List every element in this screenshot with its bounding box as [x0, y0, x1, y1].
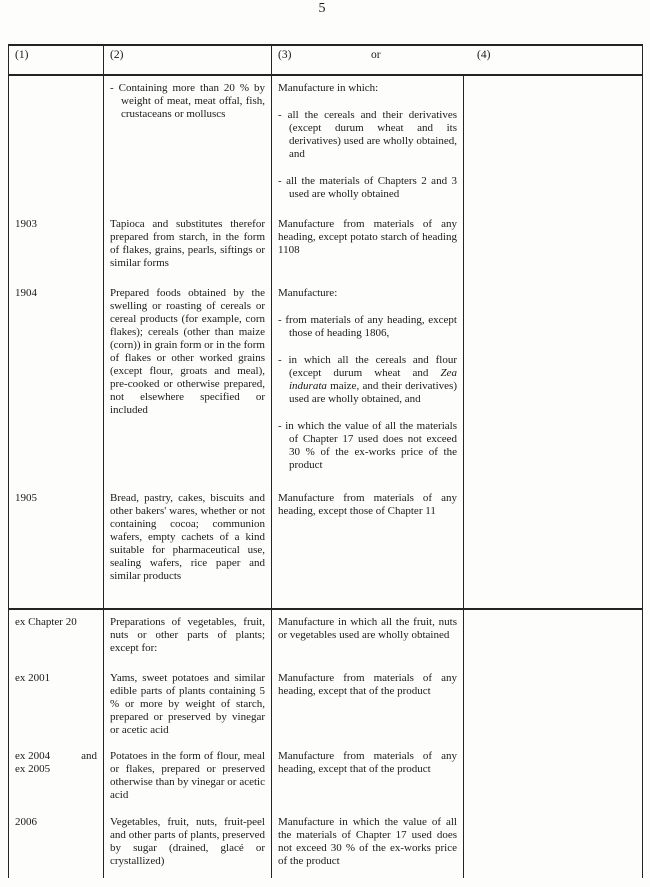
hs-heading: ex 2005 — [15, 763, 51, 775]
product-description-cell — [104, 76, 272, 212]
rule-text-segment: - in which all the cereals and flour (except durum wheat and — [278, 354, 457, 379]
table-row — [9, 744, 642, 810]
table-row — [9, 212, 642, 281]
header-col-3-4-merged — [272, 46, 642, 74]
origin-rule-cell — [272, 76, 464, 212]
header-col-3-label: (3) — [278, 49, 292, 61]
product-description: Tapioca and substitutes therefor prepared from starch, in the form of flakes, grains, pearls, siftings or similar forms — [110, 218, 265, 269]
origin-rule-cell — [272, 610, 464, 666]
origin-rule-paragraph: Manufacture in which the value of all the materials of Chapter 17 used does not exceed 30 % of the ex-works price of the product — [278, 816, 457, 867]
origin-rule-cell — [272, 486, 464, 608]
origin-rule-cell — [272, 744, 464, 810]
hs-heading-cell — [9, 212, 104, 281]
hs-heading: ex 2001 — [15, 672, 51, 684]
table-section-chapter19 — [9, 76, 642, 608]
hs-heading: 2006 — [15, 816, 37, 828]
origin-rule-paragraph: Manufacture from materials of any heading, except potato starch of heading 1108 — [278, 218, 457, 256]
hs-heading: ex 2004 — [15, 750, 51, 762]
alternative-rule-cell — [464, 666, 642, 744]
origin-rule-paragraph: - from materials of any heading, except those of heading 1806, — [278, 314, 457, 339]
header-col-2: (2) — [104, 46, 272, 74]
hs-heading-cell — [9, 666, 104, 744]
hs-heading: ex Chapter 20 — [15, 616, 77, 628]
origin-rule-paragraph: Manufacture in which all the fruit, nuts or vegetables used are wholly obtained — [278, 616, 457, 641]
hs-heading: 1903 — [15, 218, 37, 230]
hs-heading-cell — [9, 810, 104, 878]
hs-heading: 1905 — [15, 492, 37, 504]
table-row — [9, 76, 642, 212]
latin-name-italic: Zea indurata — [289, 367, 457, 392]
origin-rule-paragraph: Manufacture from materials of any heading, except that of the product — [278, 672, 457, 697]
hs-heading-cell — [9, 281, 104, 486]
table-row — [9, 281, 642, 486]
hs-heading: 1904 — [15, 287, 37, 299]
table-section-chapter20 — [9, 608, 642, 878]
origin-rule-paragraph — [278, 354, 457, 406]
alternative-rule-cell — [464, 212, 642, 281]
header-col-1: (1) — [9, 46, 104, 74]
product-description: Prepared foods obtained by the swelling or roasting of cereals or cereal products (for example, corn flakes); cereals (other than maize (corn)) in grain form or in the form of flakes or other worked grains (except flour, groats and meal), pre-cooked or otherwise prepared, not elsewhere specified or included — [110, 287, 265, 416]
product-description-cell — [104, 810, 272, 878]
origin-rule-cell — [272, 281, 464, 486]
hs-heading-cell — [9, 76, 104, 212]
product-description: Bread, pastry, cakes, biscuits and other bakers' wares, whether or not containing cocoa; communion wafers, empty cachets of a kind suitable for pharmaceutical use, sealing wafers, rice paper and similar products — [110, 492, 265, 582]
header-or-label: or — [371, 49, 381, 61]
product-description: - Containing more than 20 % by weight of meat, meat offal, fish, crustaceans or molluscs — [110, 82, 265, 120]
origin-rule-paragraph: Manufacture in which: — [278, 82, 379, 94]
origin-rule-paragraph: - all the materials of Chapters 2 and 3 used are wholly obtained — [278, 175, 457, 200]
origin-rule-paragraph: - all the cereals and their derivatives (except durum wheat and its derivatives) used are wholly obtained, and — [278, 109, 457, 160]
product-description: Vegetables, fruit, nuts, fruit-peel and other parts of plants, preserved by sugar (drained, glacé or crystallized) — [110, 816, 265, 867]
product-description-cell — [104, 744, 272, 810]
alternative-rule-cell — [464, 610, 642, 666]
origin-rule-cell — [272, 212, 464, 281]
origin-rule-paragraph: - in which the value of all the materials of Chapter 17 used does not exceed 30 % of the ex-works price of the product — [278, 420, 457, 471]
page-number: 5 — [318, 1, 326, 16]
table-row — [9, 610, 642, 666]
product-description-cell — [104, 212, 272, 281]
origin-rule-paragraph: Manufacture from materials of any heading, except that of the product — [278, 750, 457, 775]
product-description-cell — [104, 486, 272, 608]
hs-heading-conjunction: and — [81, 750, 97, 762]
product-description-cell — [104, 281, 272, 486]
alternative-rule-cell — [464, 744, 642, 810]
origin-rule-cell — [272, 810, 464, 878]
rules-of-origin-table — [8, 44, 643, 878]
table-row — [9, 666, 642, 744]
hs-heading-cell — [9, 486, 104, 608]
hs-heading-line — [15, 750, 97, 763]
table-header-row — [9, 46, 642, 76]
rule-text-segment: maize, and their derivatives) used are wholly obtained, and — [289, 380, 457, 405]
alternative-rule-cell — [464, 281, 642, 486]
alternative-rule-cell — [464, 76, 642, 212]
table-row — [9, 810, 642, 878]
product-description: Potatoes in the form of flour, meal or flakes, prepared or preserved otherwise than by vinegar or acetic acid — [110, 750, 265, 801]
product-description-cell — [104, 666, 272, 744]
table-row — [9, 486, 642, 608]
product-description: Yams, sweet potatoes and similar edible parts of plants containing 5 % or more by weight of starch, prepared or preserved by vinegar or acetic acid — [110, 672, 265, 736]
alternative-rule-cell — [464, 486, 642, 608]
alternative-rule-cell — [464, 810, 642, 878]
product-description: Preparations of vegetables, fruit, nuts or other parts of plants; except for: — [110, 616, 265, 654]
origin-rule-cell — [272, 666, 464, 744]
origin-rule-paragraph: Manufacture: — [278, 287, 338, 299]
hs-heading-cell — [9, 610, 104, 666]
product-description-cell — [104, 610, 272, 666]
hs-heading-cell — [9, 744, 104, 810]
header-col-4-label: (4) — [477, 49, 491, 61]
origin-rule-paragraph: Manufacture from materials of any heading, except those of Chapter 11 — [278, 492, 457, 517]
